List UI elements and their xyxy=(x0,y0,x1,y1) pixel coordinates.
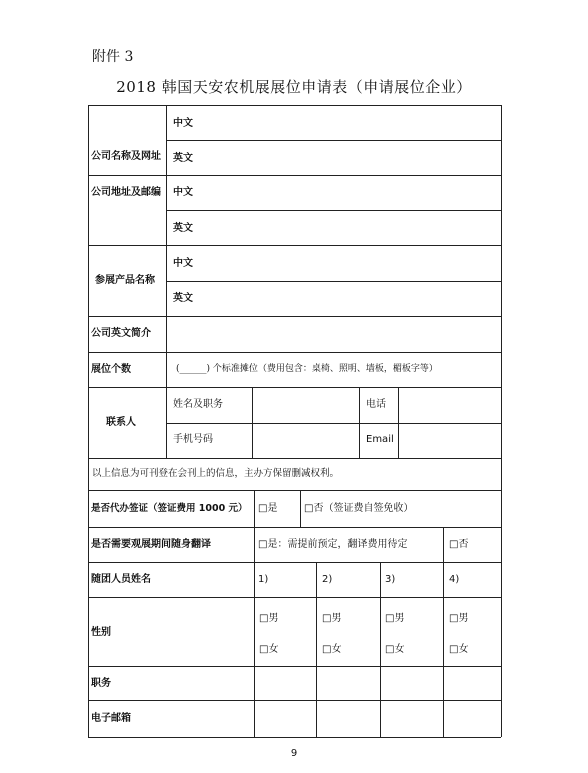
contact-email-field[interactable] xyxy=(399,424,500,457)
member-4-male-checkbox[interactable]: □男 xyxy=(449,613,469,624)
member-number: 1) xyxy=(258,574,269,585)
company-address-label: 公司地址及邮编 xyxy=(91,187,161,198)
member-2-male-checkbox[interactable]: □男 xyxy=(322,613,342,624)
translator-label: 是否需要观展期间随身翻译 xyxy=(91,539,211,550)
contact-mobile-field[interactable] xyxy=(253,424,358,457)
member-1-male-checkbox[interactable]: □男 xyxy=(259,613,279,624)
company-name-cn-label: 中文 xyxy=(173,118,193,129)
contact-phone-label: 电话 xyxy=(366,399,386,410)
company-address-cn-label: 中文 xyxy=(173,187,193,198)
contact-name-field[interactable] xyxy=(253,388,358,422)
booth-count-label: 展位个数 xyxy=(91,364,131,375)
position-label: 职务 xyxy=(91,678,111,689)
form-title: 2018 韩国天安农机展展位申请表（申请展位企业） xyxy=(116,78,472,96)
member-4-female-checkbox[interactable]: □女 xyxy=(449,644,469,655)
member-3-male-checkbox[interactable]: □男 xyxy=(385,613,405,624)
products-cn-field[interactable] xyxy=(200,246,500,280)
products-cn-label: 中文 xyxy=(173,258,193,269)
member-number: 2) xyxy=(322,574,333,585)
company-intro-label: 公司英文简介 xyxy=(91,328,151,339)
products-en-label: 英文 xyxy=(173,293,193,304)
visa-label: 是否代办签证（签证费用 1000 元） xyxy=(91,503,248,514)
member-number: 4) xyxy=(449,574,460,585)
company-address-en-field[interactable] xyxy=(200,211,500,244)
company-address-en-label: 英文 xyxy=(173,223,193,234)
contact-mobile-label: 手机号码 xyxy=(173,434,213,445)
member-3-female-checkbox[interactable]: □女 xyxy=(385,644,405,655)
visa-yes-checkbox[interactable]: □是 xyxy=(258,503,278,514)
company-name-label: 公司名称及网址 xyxy=(91,151,161,162)
translator-no-checkbox[interactable]: □否 xyxy=(449,539,469,550)
contact-email-label: Email xyxy=(366,434,394,445)
member-number: 3) xyxy=(385,574,396,585)
members-label: 随团人员姓名 xyxy=(91,574,151,585)
products-en-field[interactable] xyxy=(200,282,500,315)
company-intro-field[interactable] xyxy=(167,317,500,351)
page-number: 9 xyxy=(290,748,298,759)
translator-yes-checkbox[interactable]: □是：需提前预定，翻译费用待定 xyxy=(258,539,408,550)
products-label: 参展产品名称 xyxy=(95,275,155,286)
contact-phone-field[interactable] xyxy=(399,388,500,422)
notice-text: 以上信息为可刊登在会刊上的信息，主办方保留删减权利。 xyxy=(92,468,340,479)
company-name-cn-field[interactable] xyxy=(200,106,500,139)
member-1-female-checkbox[interactable]: □女 xyxy=(259,644,279,655)
company-name-en-label: 英文 xyxy=(173,153,193,164)
gender-label: 性别 xyxy=(91,627,111,638)
company-name-en-field[interactable] xyxy=(200,141,500,174)
contact-name-label: 姓名及职务 xyxy=(173,399,223,410)
email-label: 电子邮箱 xyxy=(91,713,131,724)
contact-label: 联系人 xyxy=(106,417,136,428)
company-address-cn-field[interactable] xyxy=(200,176,500,209)
booth-count-text[interactable]: (______) 个标准摊位（费用包含：桌椅、照明、墙板，楣板字等） xyxy=(176,364,438,374)
member-2-female-checkbox[interactable]: □女 xyxy=(322,644,342,655)
visa-no-checkbox[interactable]: □否（签证费自签免收） xyxy=(304,503,414,514)
attachment-label: 附件 3 xyxy=(92,49,134,65)
